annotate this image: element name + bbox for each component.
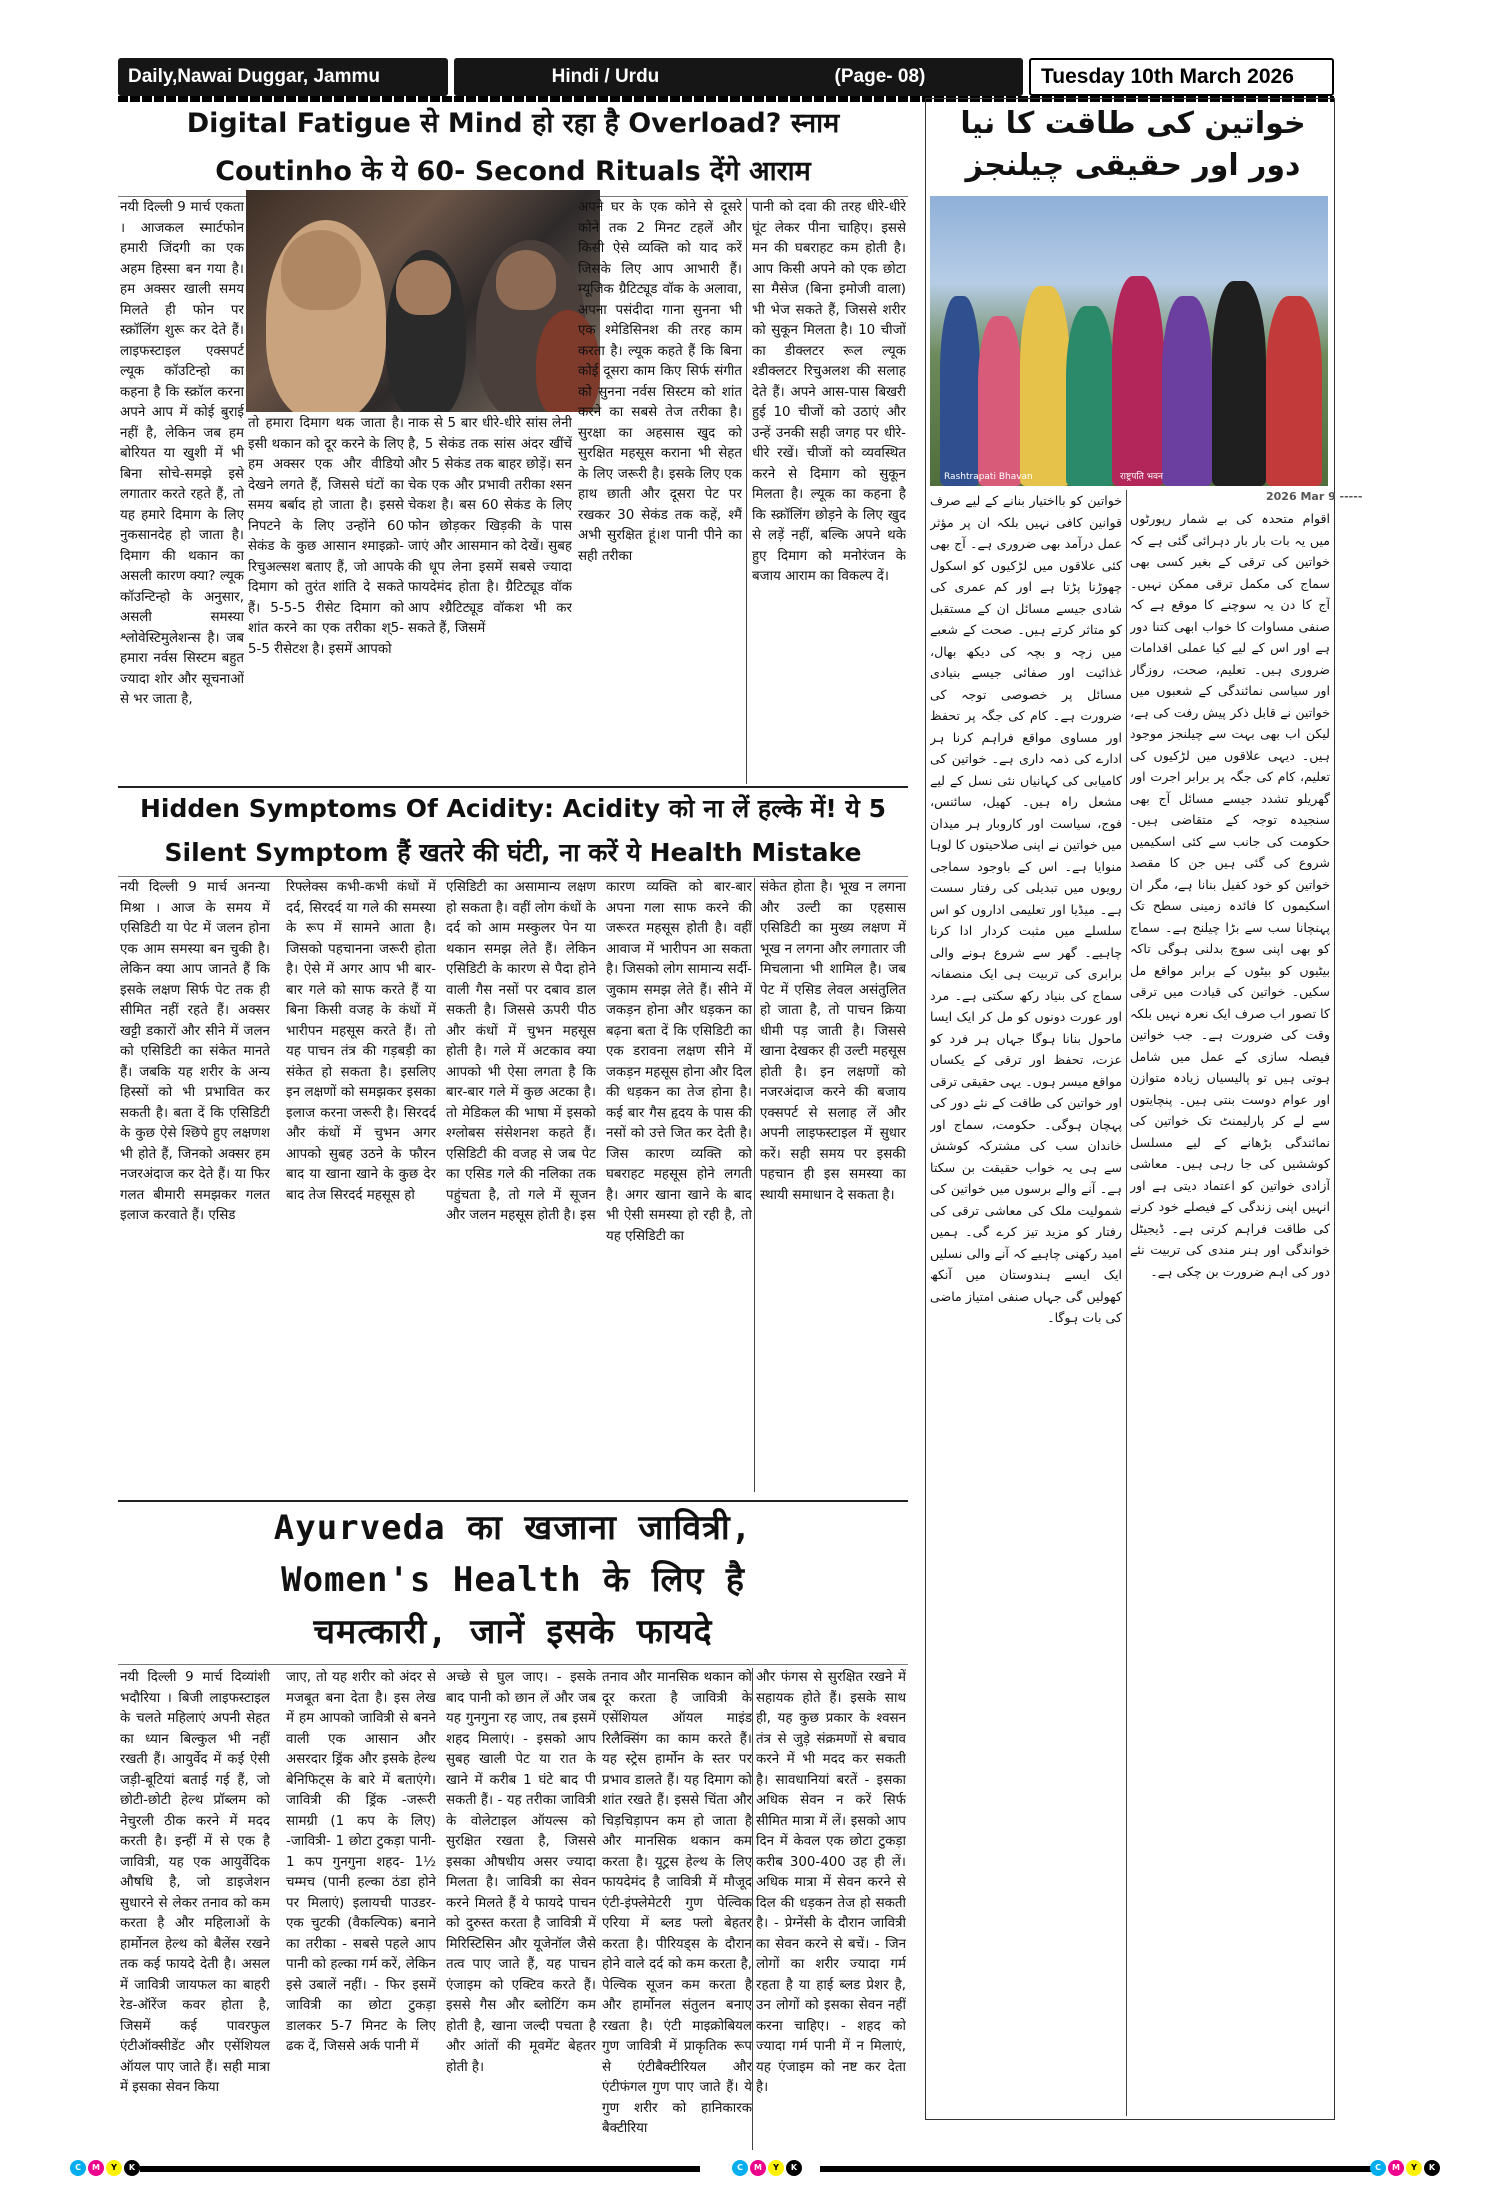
cmyk-registration-left	[70, 2160, 142, 2176]
article2-headline-line1: Hidden Symptoms Of Acidity: Acidity को ना लें हल्के में! ये 5	[139, 794, 887, 823]
article1-headline-line1: Digital Fatigue से Mind हो रहा है Overload? स्नाम	[186, 108, 840, 139]
article3-headline-line3: चमत्कारी, जानें इसके फायदे	[313, 1612, 713, 1652]
article2-col1: नयी दिल्ली 9 मार्च अनन्या मिश्रा । आज के समय में एसिडिटी या पेट में जलन होना एक आम समस्या बन चुकी है। लेकिन क्या आप जानते हैं कि इसके लक्षण सिर्फ पेट तक ही सीमित नहीं रहते हैं। अक्सर खट्टी डकारों और सीने में जलन को एसिडिटी का संकेत मानते हैं। जबकि यह शरीर के अन्य हिस्सों को भी प्रभावित कर सकती है। बता दें कि एसिडिटी के कुछ ऐसे श्छिपे हुए लक्षणश भी होते हैं, जिनको अक्सर हम नजरअंदाज कर देते हैं। या फिर गलत बीमारी समझकर गलत इलाज करवाते हैं। एसिड	[120, 880, 270, 1223]
masthead-center	[454, 58, 1023, 96]
article1-headline	[118, 100, 908, 196]
urdu-col-left: خواتین کو بااختیار بنانے کے لیے صرف قوانین کافی نہیں بلکہ ان پر مؤثر عمل درآمد بھی ضروری ہے۔ آج بھی کئی علاقوں میں لڑکیوں کو اسکول چھوڑنا پڑتا ہے اور کم عمری کی شادی جیسے مسائل ان کے مستقبل کو متاثر کرتے ہیں۔ صحت کے شعبے میں زچہ و بچہ کی دیکھ بھال، غذائیت اور صفائی جیسے بنیادی مسائل پر خصوصی توجہ کی ضرورت ہے۔ کام کی جگہ پر تحفظ اور مساوی مواقع فراہم کرنا ہر ادارے کی ذمہ داری ہے۔ خواتین کی کامیابی کی کہانیاں نئی نسل کے لیے مشعل راہ ہیں۔ کھیل، سائنس، فوج، سیاست اور کاروبار ہر میدان میں خواتین نے اپنی صلاحیتوں کا لوہا منوایا ہے۔ اس کے باوجود سماجی رویوں میں تبدیلی کی رفتار سست ہے۔ میڈیا اور تعلیمی اداروں کو اس سلسلے میں مثبت کردار ادا کرنا چاہیے۔ گھر سے شروع ہونے والی برابری کی تربیت ہی ایک منصفانہ سماج کی بنیاد رکھ سکتی ہے۔ مرد اور عورت دونوں کو مل کر ایک ایسا ماحول بنانا ہوگا جہاں ہر فرد کو عزت، تحفظ اور ترقی کے یکساں مواقع میسر ہوں۔ یہی حقیقی ترقی اور خواتین کی طاقت کے نئے دور کی پہچان ہوگی۔ حکومت، سماج اور خاندان سب کی مشترکہ کوشش سے ہی یہ خواب حقیقت بن سکتا ہے۔ آنے والے برسوں میں خواتین کی شمولیت ملک کی معاشی ترقی کی رفتار کو مزید تیز کرے گی۔ ہمیں امید رکھنی چاہیے کہ آنے والی نسلیں ایک ایسے ہندوستان میں آنکھ کھولیں گی جہاں صنفی امتیاز ماضی کی بات ہوگا۔	[930, 493, 1122, 1325]
cmyk-m: M	[1388, 2160, 1404, 2176]
column-rule	[754, 878, 755, 1492]
divider	[118, 876, 908, 877]
article3-col1: नयी दिल्ली 9 मार्च दिव्यांशी भदौरिया । बिजी लाइफस्टाइल के चलते महिलाएं अपनी सेहत का ध्यान बिल्कुल भी नहीं रखती हैं। आयुर्वेद में कई ऐसी जड़ी-बूटियां बताई गई हैं, जो छोटी-छोटी हेल्थ प्रॉब्लम को नेचुरली ठीक करने में मदद करती है। इन्हीं में से एक है जावित्री, यह एक आयुर्वेदिक औषधि है, जो डाइजेशन सुधारने से लेकर तनाव को कम करता है और महिलाओं के हार्मोनल हेल्थ को बैलेंस रखने तक कई फायदे देती है। असल में जावित्री जायफल का बाहरी रेड-ऑरेंज कवर होता है, जिसमें कई पावरफुल एंटीऑक्सीडेंट और एसेंशियल ऑयल पाए जाते हैं। सही मात्रा में इसका सेवन किया	[120, 1670, 270, 2095]
footer-bar	[60, 2160, 1440, 2176]
article3-headline-line2: Women's Health के लिए है	[281, 1560, 745, 1600]
cmyk-y: Y	[1406, 2160, 1422, 2176]
cmyk-k: K	[1424, 2160, 1440, 2176]
article2-col3: एसिडिटी का असामान्य लक्षण हो सकता है। वहीं लोग कंधों के दर्द को आम मस्कुलर पेन या थकान समझ लेते हैं। लेकिन एसिडिटी के कारण से पैदा होने वाली गैस नसों पर दबाव डाल सकती है। जिससे ऊपरी पीठ और कंधों में चुभन महसूस होती है। गले में अटकाव क्या आपको भी ऐसा लगता है कि बार-बार गले में कुछ अटका है। तो मेडिकल की भाषा में इसको श्ग्लोबस संसेशनश कहते हैं। एसिडिटी की वजह से जब पेट का एसिड गले की नलिका तक पहुंचता है, तो गले में सूजन और जलन महसूस होती है। इस	[446, 880, 596, 1223]
masthead	[118, 58, 1334, 96]
urdu-headline-line2: دور اور حقیقی چیلنجز	[965, 148, 1301, 183]
cmyk-c: C	[70, 2160, 86, 2176]
cmyk-m: M	[750, 2160, 766, 2176]
cmyk-k: K	[124, 2160, 140, 2176]
footer-rule	[820, 2166, 1380, 2172]
language-label: Hindi / Urdu	[551, 66, 660, 87]
paper-name: Daily,Nawai Duggar, Jammu	[118, 58, 448, 96]
article3-col5: और फंगस से सुरक्षित रखने में सहायक होते हैं। इसके साथ ही, यह कुछ प्रकार के श्वसन तंत्र से जुड़े संक्रमणों से बचाव करने में भी मदद कर सकती है। सावधानियां बरतें - इसका अधिक सेवन न करें सिर्फ सीमित मात्रा में लें। इसको आप दिन में केवल एक छोटा टुकड़ा करीब 300-400 उह ही लें। अधिक मात्रा में सेवन करने से दिल की धड़कन तेज हो सकती है। - प्रेग्नेंसी के दौरान जावित्री का सेवन करने से बचें। - जिन लोगों का शरीर ज्यादा गर्म रहता है या हाई ब्लड प्रेशर है, उन लोगों को इसका सेवन नहीं करना चाहिए। - शहद को ज्यादा गर्म पानी में न मिलाएं, यह एंजाइम को नष्ट कर देता है।	[756, 1670, 906, 2095]
footer-rule	[140, 2166, 700, 2172]
article3-headline-line1: Ayurveda का खजाना जावित्री,	[273, 1508, 753, 1548]
article1-headline-line2: Coutinho के ये 60- Second Rituals देंगे आराम	[215, 156, 811, 187]
page-number: (Page- 08)	[834, 66, 926, 87]
urdu-col-right: اقوام متحدہ کی بے شمار رپورٹوں میں یہ بات بار بار دہرائی گئی ہے کہ خواتین کی ترقی کے بغیر کسی بھی سماج کی مکمل ترقی ممکن نہیں۔ آج کا دن یہ سوچنے کا موقع ہے کہ صنفی مساوات کا خواب ابھی کتنا دور ہے اور اس کے لیے کیا عملی اقدامات ضروری ہیں۔ تعلیم، صحت، روزگار اور سیاسی نمائندگی کے شعبوں میں خواتین نے قابل ذکر پیش رفت کی ہے، لیکن اب بھی بہت سے چیلنجز موجود ہیں۔ دیہی علاقوں میں لڑکیوں کی تعلیم، کام کی جگہ پر برابر اجرت اور گھریلو تشدد جیسے مسائل آج بھی سنجیدہ توجہ کے متقاضی ہیں۔ حکومت کی جانب سے کئی اسکیمیں شروع کی گئی ہیں جن کا مقصد خواتین کو خود کفیل بنانا ہے، مگر ان اسکیموں کا فائدہ زمینی سطح تک پہنچانا سب سے بڑا چیلنج ہے۔ سماج کو بھی اپنی سوچ بدلنی ہوگی تاکہ بیٹیوں کو بیٹوں کے برابر مواقع مل سکیں۔ خواتین کی قیادت میں ترقی کا تصور اب صرف ایک نعرہ نہیں بلکہ وقت کی ضرورت ہے۔ جب خواتین فیصلہ سازی کے عمل میں شامل ہوتی ہیں تو پالیسیاں زیادہ متوازن اور عوام دوست بنتی ہیں۔ پنچایتوں سے لے کر پارلیمنٹ تک خواتین کی نمائندگی بڑھانے کے لیے مسلسل کوششیں کی جا رہی ہیں۔ معاشی آزادی خواتین کو اعتماد دیتی ہے اور انہیں اپنی زندگی کے فیصلے خود کرنے کی طاقت فراہم کرتی ہے۔ ڈیجیٹل خواندگی اور ہنر مندی کی تربیت نئے دور کی اہم ضرورت بن چکی ہے۔	[1130, 511, 1330, 1279]
article2-headline-line2: Silent Symptom हैं खतरे की घंटी, ना करें ये Health Mistake	[164, 838, 862, 867]
cmyk-y: Y	[106, 2160, 122, 2176]
column-rule	[752, 1668, 753, 2150]
article2-col4: कारण व्यक्ति को बार-बार अपना गला साफ करने की जरूरत महसूस होती है। वहीं आवाज में भारीपन आ सकता है। जिसको लोग सामान्य सर्दी-जुकाम समझ लेते हैं। सीने में जकड़न होना और धड़कन का बढ़ना बता दें कि एसिडिटी का एक डरावना लक्षण सीने में जकड़न महसूस होना और दिल की धड़कन का तेज होना है। कई बार गैस हृदय के पास की नसों को उत्ते जित कर देती है। जिस कारण व्यक्ति को घबराहट महसूस होने लगती है। अगर खाना खाने के बाद भी ऐसी समस्या हो रही है, तो यह एसिडिटी का	[606, 880, 752, 1244]
article1-col2: तो हमारा दिमाग थक जाता है। इसी थकान को दूर करने के लिए हम अक्सर एक और वीडियो देखने लगते हैं, जिससे घंटों का समय बर्बाद हो जाता है। इससे निपटने के लिए उन्होंने 60 सेकंड के कुछ आसान श्माइक्रो-रिचुअल्सश बताए हैं, जो आपके दिमाग को तुरंत शांति दे सकते हैं। 5-5-5 रीसेट दिमाग को शांत करने का एक तरीका श्5-5-5 रीसेटश है। इसमें आपको	[248, 416, 404, 657]
article2-headline	[118, 787, 908, 875]
photo-caption-right: राष्ट्रपति भवन	[1120, 472, 1164, 482]
article3-headline	[118, 1502, 908, 1658]
issue-date: Tuesday 10th March 2026	[1029, 58, 1334, 96]
cmyk-y: Y	[768, 2160, 784, 2176]
photo-caption-left: Rashtrapati Bhavan	[944, 472, 1033, 482]
article2-col5: संकेत होता है। भूख न लगना और उल्टी का एहसास एसिडिटी का मुख्य लक्षण में भूख न लगना और लगातार जी मिचलाना भी शामिल है। जब पेट में एसिड लेवल असंतुलित हो जाता है, तो पाचन क्रिया धीमी पड़ जाती है। जिससे खाना देखकर ही उल्टी महसूस होती है। इन लक्षणों को नजरअंदाज करने की बजाय एक्सपर्ट से सलाह लें और अपनी लाइफस्टाइल में सुधार करें। सही समय पर इसकी पहचान ही इस समस्या का स्थायी समाधान दे सकता है।	[760, 880, 906, 1203]
article1-col3: नाक से 5 बार धीरे-धीरे सांस लेनी है, 5 सेकंड तक सांस अंदर खींचें और 5 सेकंड तक बाहर छोड़ें। सन चेक एक और प्रभावी तरीका श्सन चेकश है। बस 60 सेकंड के लिए फोन छोड़कर खिड़की के पास जाएं और आसमान को देखें। सुबह की धूप लेना इसमें सबसे ज्यादा फायदेमंद होता है। ग्रैटिट्यूड वॉक आप श्ग्रैटिट्यूड वॉकश भी कर सकते हैं, जिसमें	[408, 416, 572, 636]
article1-col1: नयी दिल्ली 9 मार्च एकता । आजकल स्मार्टफोन हमारी जिंदगी का एक अहम हिस्सा बन गया है। हम अक्सर खाली समय मिलते ही फोन पर स्क्रॉलिंग शुरू कर देते हैं। लाइफस्टाइल एक्सपर्ट ल्यूक कॉउटिन्हो का कहना है कि स्क्रॉल करना अपने आप में कोई बुराई नहीं है, लेकिन जब हम बोरियत या खुशी में भी बिना सोचे-समझे इसे लगातार करते रहते हैं, तो यह हमारे दिमाग के लिए नुकसानदेह हो जाता है। दिमाग की थकान का असली कारण क्या? ल्यूक कॉउन्टिन्हो के अनुसार, असली समस्या श्लोवेस्टिमुलेशन्स है। जब हमारा नर्वस सिस्टम बहुत ज्यादा शोर और सूचनाओं से भर जाता है,	[120, 200, 244, 707]
cmyk-k: K	[786, 2160, 802, 2176]
article3-col4: तनाव और मानसिक थकान को दूर करता है जावित्री के एसेंशियल ऑयल माइंड रिलैक्सिंग का काम करते हैं। यह स्ट्रेस हार्मोन के स्तर पर प्रभाव डालते हैं। यह दिमाग को शांत रखते हैं। इससे चिंता और चिड़चिड़ापन कम हो जाता है और मानसिक थकान कम करता है। यूट्रस हेल्थ के लिए फायदेमंद है जावित्री में मौजूद एंटी-इंफ्लेमेटरी गुण पेल्विक एरिया में ब्लड फ्लो बेहतर करता है। पीरियड्स के दौरान होने वाले दर्द को कम करता है, पेल्विक सूजन कम करता है और हार्मोनल संतुलन बनाए रखता है। एंटी माइक्रोबियल गुण जावित्री में प्राकृतिक रूप से एंटीबैक्टीरियल और एंटीफंगल गुण पाए जाते हैं। ये गुण शरीर को हानिकारक बैक्टीरिया	[602, 1670, 752, 2136]
divider	[118, 1664, 908, 1665]
column-rule	[1126, 490, 1127, 2116]
cmyk-c: C	[1370, 2160, 1386, 2176]
cmyk-registration-right	[1370, 2160, 1442, 2176]
urdu-article-photo	[930, 196, 1328, 486]
article1-col4: अपने घर के एक कोने से दूसरे कोने तक 2 मिनट टहलें और किसी ऐसे व्यक्ति को याद करें जिसके लिए आप आभारी हैं। म्यूजिक ग्रैटिट्यूड वॉक के अलावा, अपना पसंदीदा गाना सुनना भी एक श्मेडिसिनश की तरह काम करता है। ल्यूक कहते हैं कि बिना कोई दूसरा काम किए सिर्फ संगीत को सुनना नर्वस सिस्टम को शांत करने का सबसे तेज तरीका है। सुरक्षा का अहसास खुद को सुरक्षित महसूस कराना भी सेहत के लिए जरूरी है। इसके लिए एक हाथ छाती और दूसरा पेट पर रखकर 30 सेकंड तक कहें, श्मैं अभी सुरक्षित हूं।श पानी पीने का सही तरीका	[578, 200, 742, 564]
article1-photo	[246, 190, 600, 412]
cmyk-m: M	[88, 2160, 104, 2176]
article1-col5: पानी को दवा की तरह धीरे-धीरे घूंट लेकर पीना चाहिए। इससे मन की घबराहट कम होती है। आप किसी अपने को एक छोटा सा मैसेज (बिना इमोजी वाला) भी भेज सकते हैं, जिससे शरीर को सुकून मिलता है। 10 चीजों का डीक्लटर रूल ल्यूक श्डीक्लटर रिचुअलश की सलाह देते हैं। अपने आस-पास बिखरी हुई 10 चीजों को उठाएं और उन्हें उनकी सही जगह पर धीरे-धीरे रखें। चीजों को व्यवस्थित करने से दिमाग को सुकून मिलता है। ल्यूक का कहना है कि स्क्रॉलिंग छोड़ने के लिए खुद से लड़ें नहीं, बल्कि अपने थके हुए दिमाग को मनोरंजन के बजाय आराम का विकल्प दें।	[752, 200, 906, 584]
article2-col2: रिफ्लेक्स कभी-कभी कंधों में दर्द, सिरदर्द या गले की समस्या के रूप में सामने आता है। जिसको पहचानना जरूरी होता है। ऐसे में अगर आप भी बार-बार गले को साफ करते हैं या बिना किसी वजह के कंधों में भारीपन महसूस करते हैं। तो यह पाचन तंत्र की गड़बड़ी का संकेत हो सकता है। इसलिए इन लक्षणों को समझकर इसका इलाज करना जरूरी है। सिरदर्द और कंधों में चुभन अगर आपको सुबह उठने के फौरन बाद या खाना खाने के कुछ देर बाद तेज सिरदर्द महसूस हो	[286, 880, 436, 1203]
article3-col2: जाए, तो यह शरीर को अंदर से मजबूत बना देता है। इस लेख में हम आपको जावित्री से बनने वाली एक आसान और असरदार ड्रिंक और इसके हेल्थ बेनिफिट्स के बारे में बताएंगे। जावित्री की ड्रिंक -जरूरी सामग्री (1 कप के लिए) -जावित्री- 1 छोटा टुकड़ा पानी- 1 कप गुनगुना शहद- 1½ चम्मच (पानी हल्का ठंडा होने पर मिलाएं) इलायची पाउडर- एक चुटकी (वैकल्पिक) बनाने का तरीका - सबसे पहले आप पानी को हल्का गर्म करें, लेकिन इसे उबालें नहीं। - फिर इसमें जावित्री का छोटा टुकड़ा डालकर 5-7 मिनट के लिए ढक दें, जिससे अर्क पानी में	[286, 1670, 436, 2054]
urdu-headline	[935, 103, 1331, 191]
article3-col3: अच्छे से घुल जाए। - इसके बाद पानी को छान लें और जब यह गुनगुना रह जाए, तब इसमें शहद मिलाएं। - इसको आप सुबह खाली पेट या रात के खाने में करीब 1 घंटे बाद पी सकती हैं। - यह तरीका जावित्री के वोलेटाइल ऑयल्स को सुरक्षित रखता है, जिससे इसका औषधीय असर ज्यादा मिलता है। जावित्री का सेवन करने मिलते हैं ये फायदे पाचन को दुरुस्त करता है जावित्री में मिरिस्टिसिन और यूजेनॉल जैसे तत्व पाए जाते हैं, यह पाचन एंजाइम को एक्टिव करते हैं। इससे गैस और ब्लोटिंग कम होती है, खाना जल्दी पचता है और आंतों की मूवमेंट बेहतर होती है।	[446, 1670, 596, 2075]
urdu-dateline: 2026 Mar 9 -----	[1266, 490, 1363, 503]
cmyk-registration-center	[732, 2160, 804, 2176]
column-rule	[746, 198, 747, 784]
cmyk-c: C	[732, 2160, 748, 2176]
urdu-headline-line1: خواتین کی طاقت کا نیا	[960, 106, 1306, 141]
